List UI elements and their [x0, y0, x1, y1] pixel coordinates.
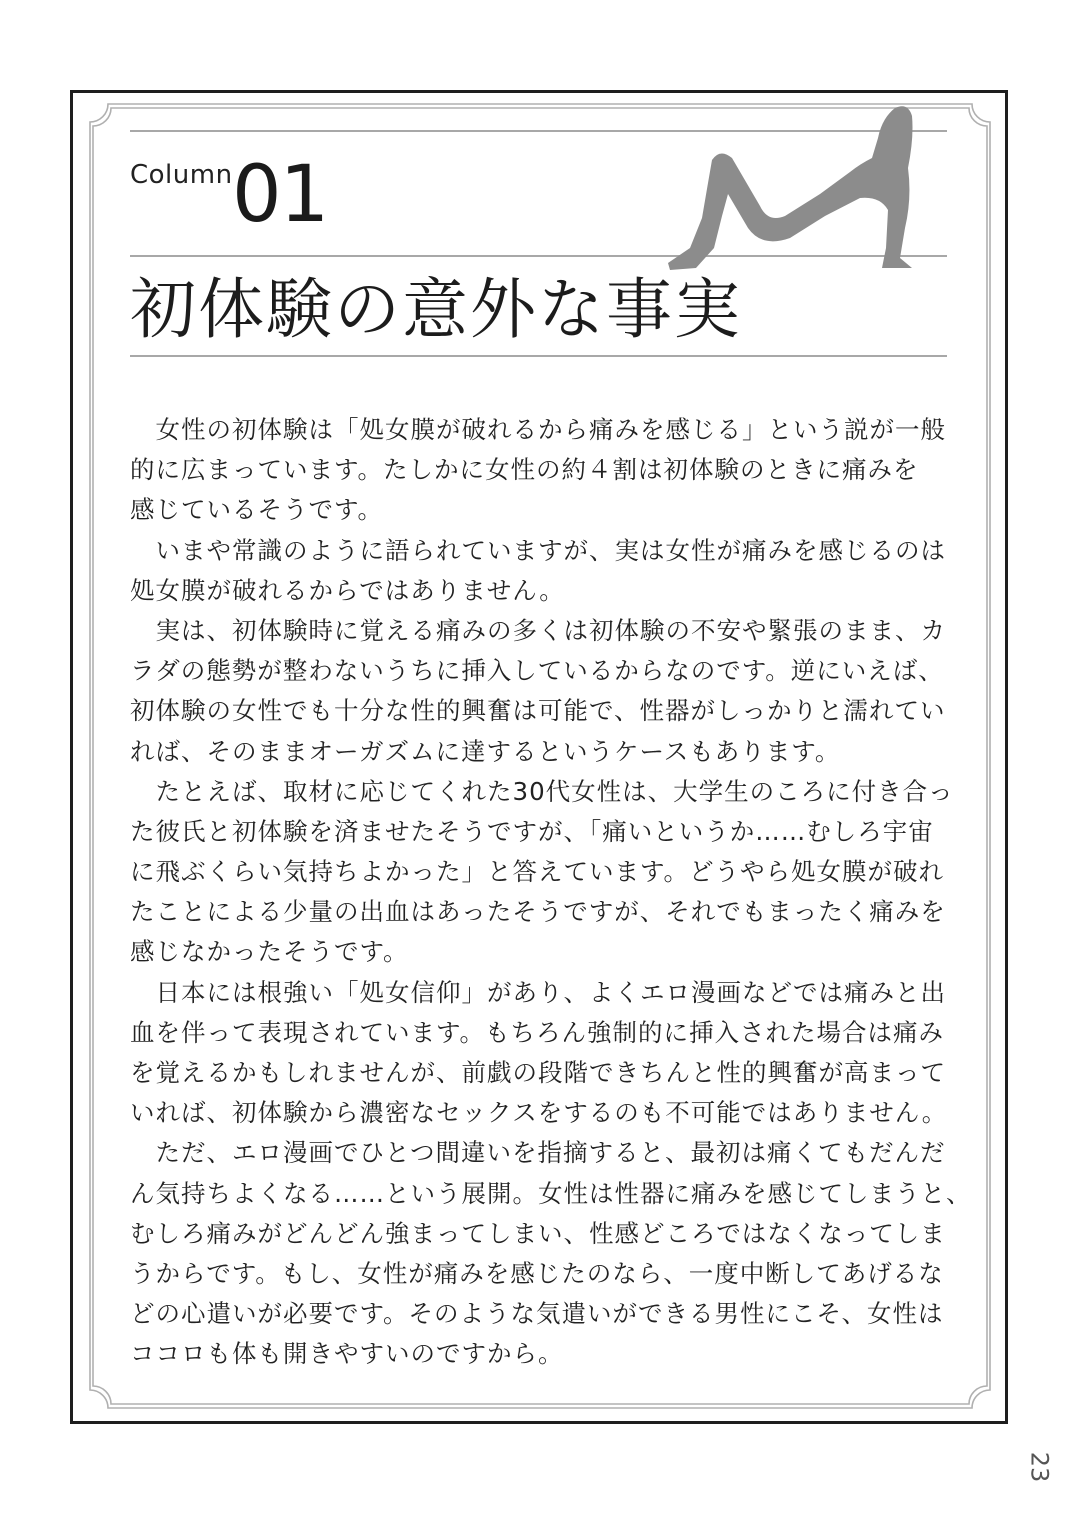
page-number: 23	[1025, 1451, 1054, 1483]
body-line: に飛ぶくらい気持ちよかった」と答えています。どうやら処女膜が破れ	[130, 857, 945, 887]
body-line: たことによる少量の出血はあったそうですが、それでもまったく痛みを	[130, 897, 946, 927]
body-line: 実は、初体験時に覚える痛みの多くは初体験の不安や緊張のまま、カ	[130, 615, 946, 645]
body-line: を覚えるかもしれませんが、前戯の段階できちんと性的興奮が高まって	[130, 1058, 946, 1087]
body-line: ん気持ちよくなる……という展開。女性は性器に痛みを感じてしまうと、	[130, 1178, 972, 1208]
column-label: Column	[130, 160, 233, 190]
body-line: 日本には根強い「処女信仰」があり、よくエロ漫画などでは痛みと出	[130, 977, 946, 1007]
column-number: 01	[232, 150, 328, 240]
body-line: れば、そのままオーガズムに達するというケースもあります。	[130, 736, 841, 766]
body-line: 初体験の女性でも十分な性的興奮は可能で、性器がしっかりと濡れてい	[130, 696, 946, 726]
article-title: 初体験の意外な事実	[130, 271, 742, 348]
body-line: 感じなかったそうです。	[130, 937, 409, 967]
body-line: 処女膜が破れるからではありません。	[130, 575, 565, 605]
body-line: どの心遣いが必要です。そのような気遣いができる男性にこそ、女性は	[130, 1299, 944, 1329]
woman-silhouette-illustration	[650, 98, 920, 273]
body-line: ただ、エロ漫画でひとつ間違いを指摘すると、最初は痛くてもだんだ	[130, 1138, 946, 1168]
body-line: 女性の初体験は「処女膜が破れるから痛みを感じる」という説が一般	[130, 415, 946, 444]
body-line: 感じているそうです。	[130, 495, 384, 525]
body-line: いまや常識のように語られていますが、実は女性が痛みを感じるのは	[130, 535, 946, 565]
body-line: 的に広まっています。たしかに女性の約４割は初体験のときに痛みを	[130, 455, 919, 485]
body-line: むしろ痛みがどんどん強まってしまい、性感どころではなくなってしま	[130, 1218, 946, 1248]
article-body	[130, 410, 972, 1375]
header-rule-bottom	[130, 355, 947, 357]
body-line: うからです。もし、女性が痛みを感じたのなら、一度中断してあげるな	[130, 1258, 944, 1288]
body-line: た彼氏と初体験を済ませたそうですが、「痛いというか……むしろ宇宙	[130, 816, 934, 846]
body-line: ラダの態勢が整わないうちに挿入しているからなのです。逆にいえば、	[130, 656, 944, 686]
body-line: ココロも体も開きやすいのですから。	[130, 1339, 564, 1369]
body-line: たとえば、取材に応じてくれた30代女性は、大学生のころに付き合っ	[130, 776, 954, 806]
body-line: いれば、初体験から濃密なセックスをするのも不可能ではありません。	[130, 1098, 948, 1128]
body-line: 血を伴って表現されています。もちろん強制的に挿入された場合は痛み	[130, 1017, 945, 1047]
